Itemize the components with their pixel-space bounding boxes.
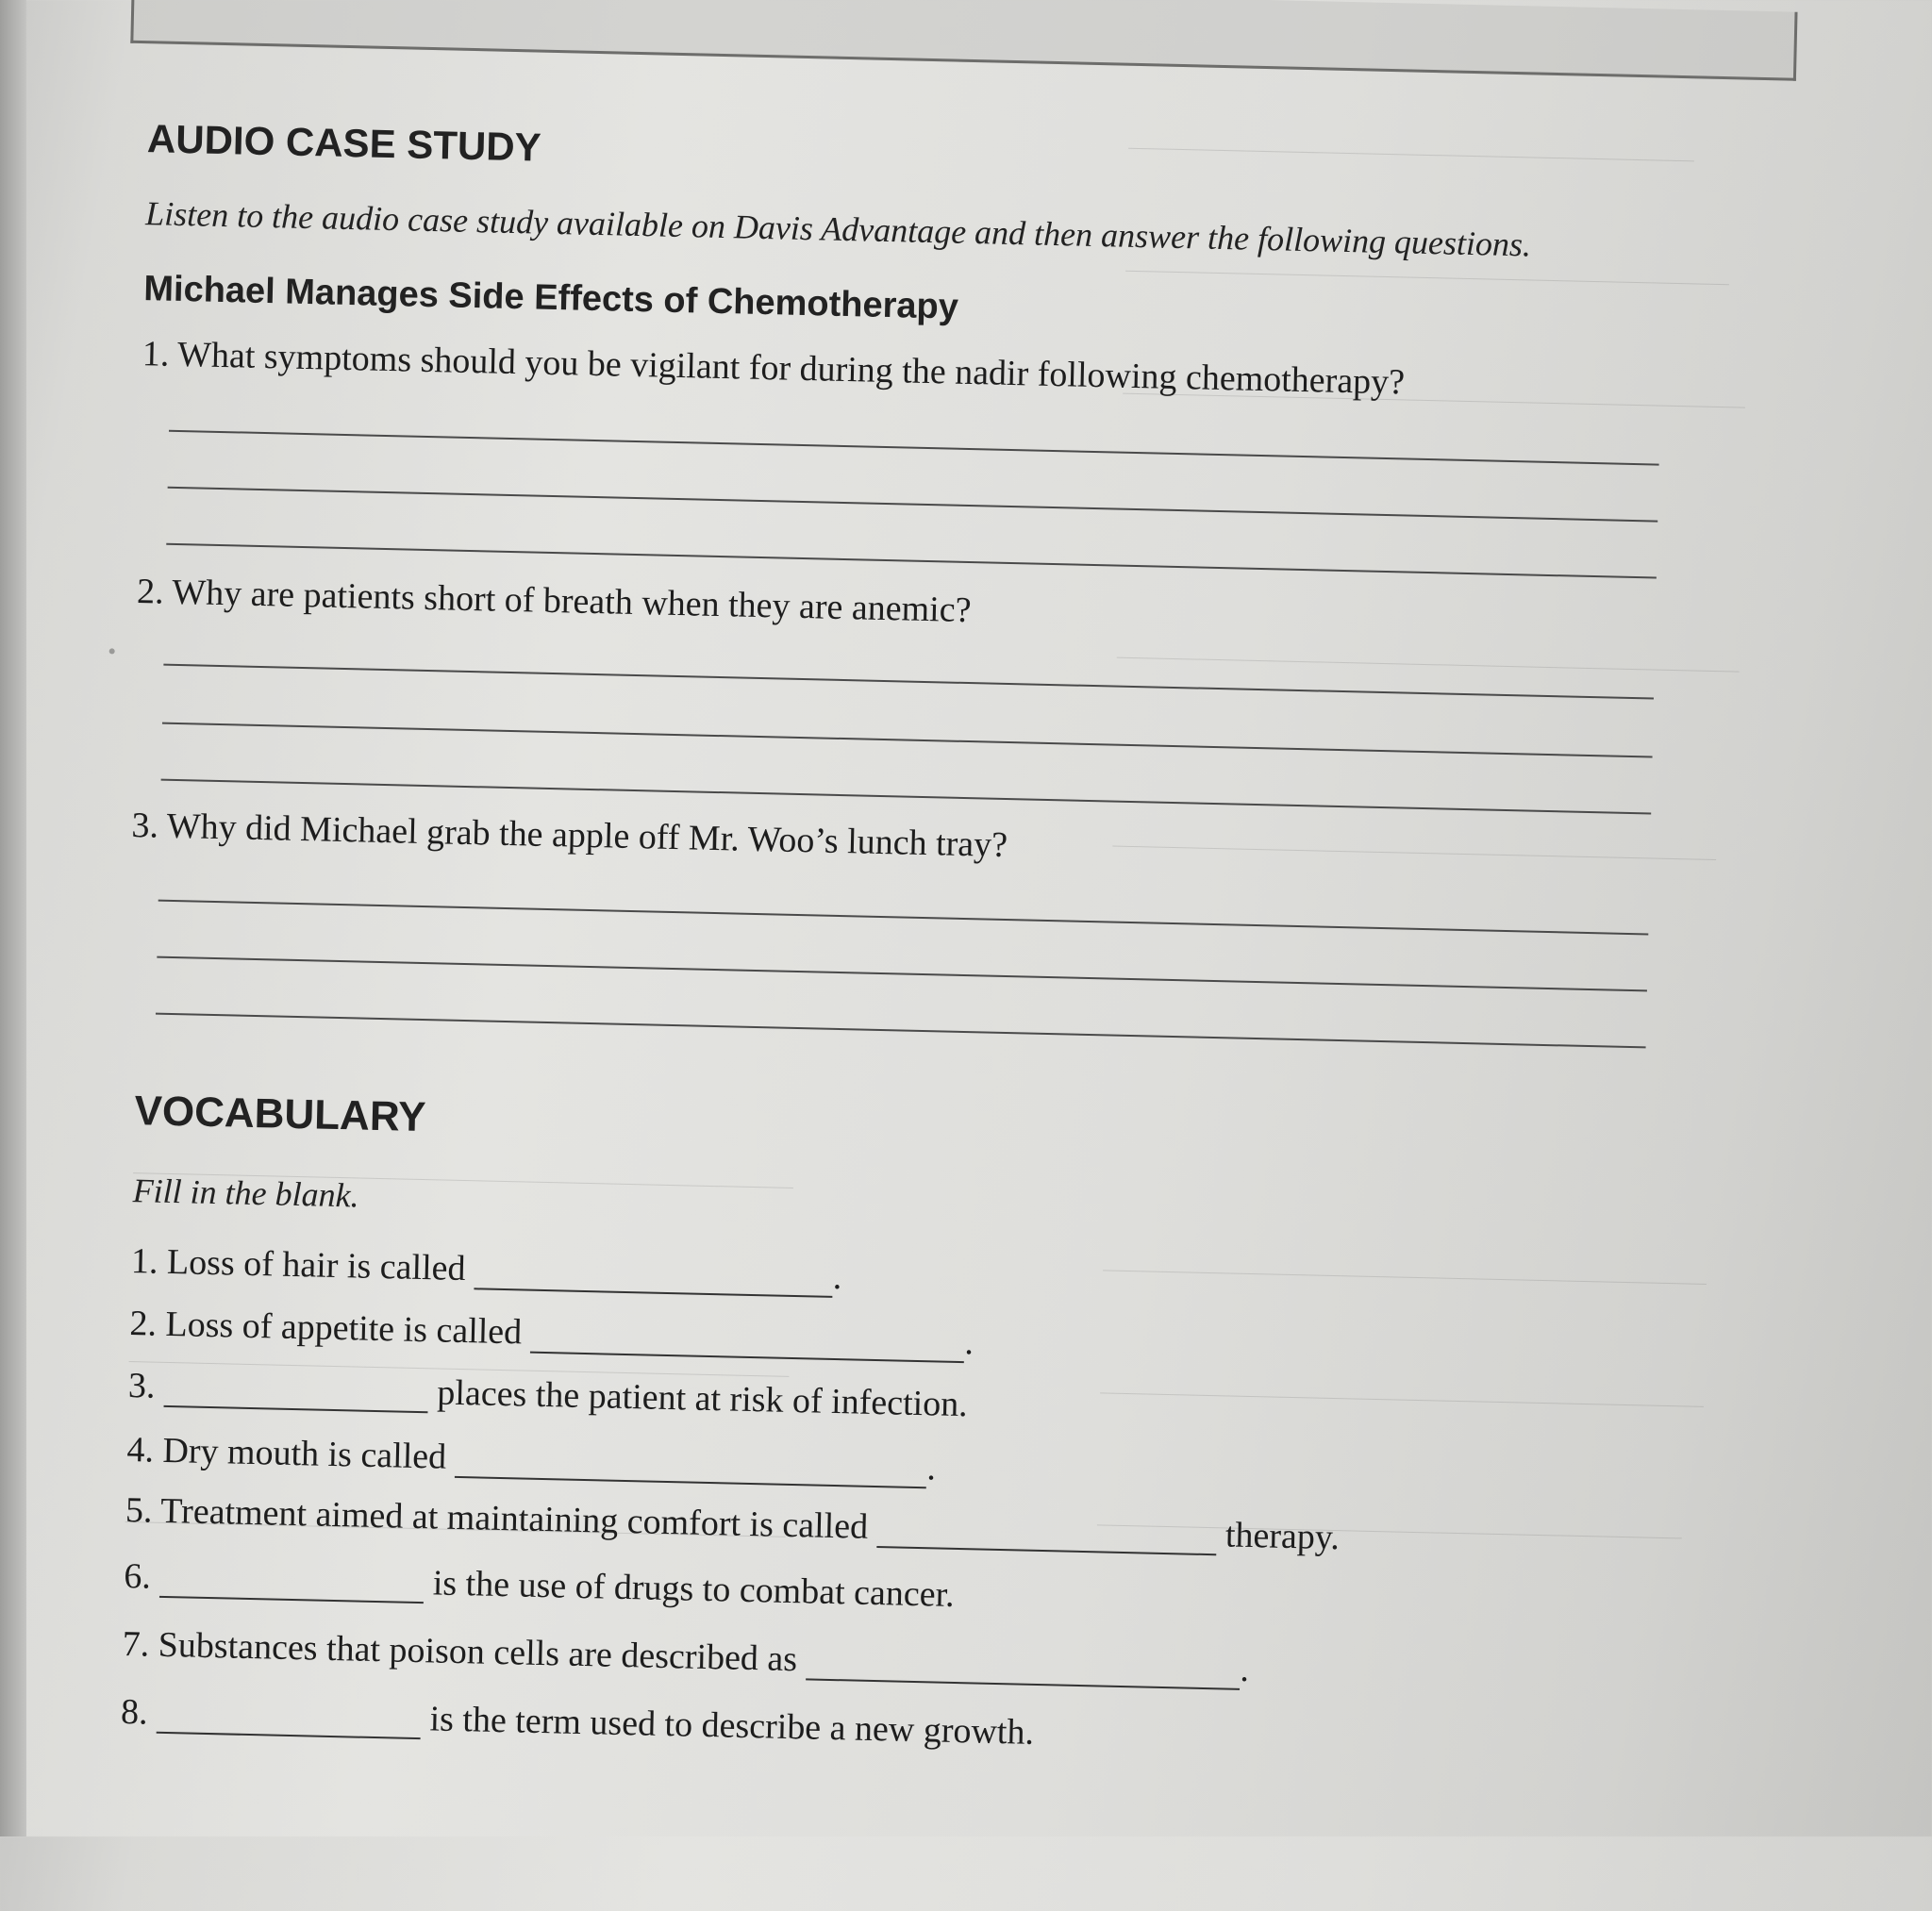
- vocab-number: 3.: [127, 1366, 156, 1406]
- top-box: [130, 0, 1797, 81]
- vocab-blank-1[interactable]: [475, 1257, 834, 1298]
- vocab-blank-4[interactable]: [455, 1446, 927, 1488]
- bleed-rule: [1128, 148, 1694, 162]
- question-2: 2. Why are patients short of breath when they are anemic?: [136, 572, 972, 631]
- vocab-blank-8[interactable]: [157, 1702, 422, 1739]
- vocab-suffix: places the patient at risk of infection.: [436, 1372, 969, 1425]
- question-1: 1. What symptoms should you be vigilant for during the nadir following chemotherapy?: [142, 334, 1406, 403]
- vocab-item-6: [124, 1555, 955, 1616]
- case-title: Michael Manages Side Effects of Chemotherapy: [142, 269, 959, 327]
- vocab-suffix: .: [964, 1322, 974, 1363]
- vocab-suffix: therapy.: [1224, 1515, 1341, 1558]
- answer-line[interactable]: [158, 900, 1649, 936]
- answer-line[interactable]: [161, 779, 1652, 815]
- vocab-item-2: [129, 1303, 974, 1363]
- bleed-rule: [1125, 271, 1729, 286]
- vocab-prompt: 1. Loss of hair is called: [130, 1241, 466, 1289]
- bleed-rule: [1100, 1392, 1704, 1407]
- question-3: 3. Why did Michael grab the apple off Mr. Woo’s lunch tray?: [131, 805, 1008, 866]
- vocab-item-3: [128, 1365, 969, 1425]
- vocab-suffix: is the use of drugs to combat cancer.: [432, 1563, 956, 1615]
- vocab-number: 6.: [123, 1555, 152, 1597]
- vocab-prompt: 5. Treatment aimed at maintaining comfort is called: [125, 1489, 869, 1547]
- vocab-blank-6[interactable]: [159, 1566, 425, 1604]
- vocab-prompt: 4. Dry mouth is called: [126, 1430, 447, 1477]
- page-mark: [109, 648, 115, 654]
- vocab-item-7: [122, 1623, 1249, 1690]
- bleed-rule: [1112, 846, 1716, 861]
- answer-line[interactable]: [157, 956, 1647, 992]
- vocab-item-8: [121, 1691, 1035, 1753]
- intro-text: Listen to the audio case study available on Davis Advantage and then answer the following questions.: [144, 194, 1532, 264]
- vocab-blank-7[interactable]: [806, 1648, 1241, 1689]
- vocab-suffix: is the term used to describe a new growth.: [429, 1699, 1035, 1753]
- bleed-rule: [1103, 1270, 1707, 1285]
- vocab-item-1: [131, 1240, 842, 1298]
- bleed-rule: [1117, 657, 1740, 673]
- answer-line[interactable]: [169, 430, 1659, 466]
- vocab-number: 8.: [120, 1691, 149, 1733]
- answer-line[interactable]: [162, 723, 1653, 758]
- section-title: AUDIO CASE STUDY: [146, 116, 542, 170]
- vocab-suffix: .: [926, 1448, 937, 1488]
- vocab-blank-3[interactable]: [164, 1375, 429, 1413]
- answer-line[interactable]: [166, 543, 1657, 579]
- vocab-item-4: [126, 1429, 937, 1488]
- vocab-prompt: 2. Loss of appetite is called: [129, 1304, 523, 1353]
- answer-line[interactable]: [168, 487, 1658, 523]
- vocab-blank-5[interactable]: [876, 1516, 1217, 1555]
- answer-line[interactable]: [163, 664, 1654, 700]
- vocab-blank-2[interactable]: [530, 1321, 965, 1363]
- vocab-item-5: [125, 1489, 1341, 1558]
- vocab-suffix: .: [1239, 1649, 1250, 1690]
- vocabulary-instruction: Fill in the blank.: [132, 1172, 360, 1215]
- vocab-suffix: .: [832, 1256, 842, 1298]
- vocabulary-title: VOCABULARY: [134, 1088, 426, 1141]
- answer-line[interactable]: [156, 1013, 1646, 1049]
- vocab-prompt: 7. Substances that poison cells are described as: [122, 1623, 798, 1680]
